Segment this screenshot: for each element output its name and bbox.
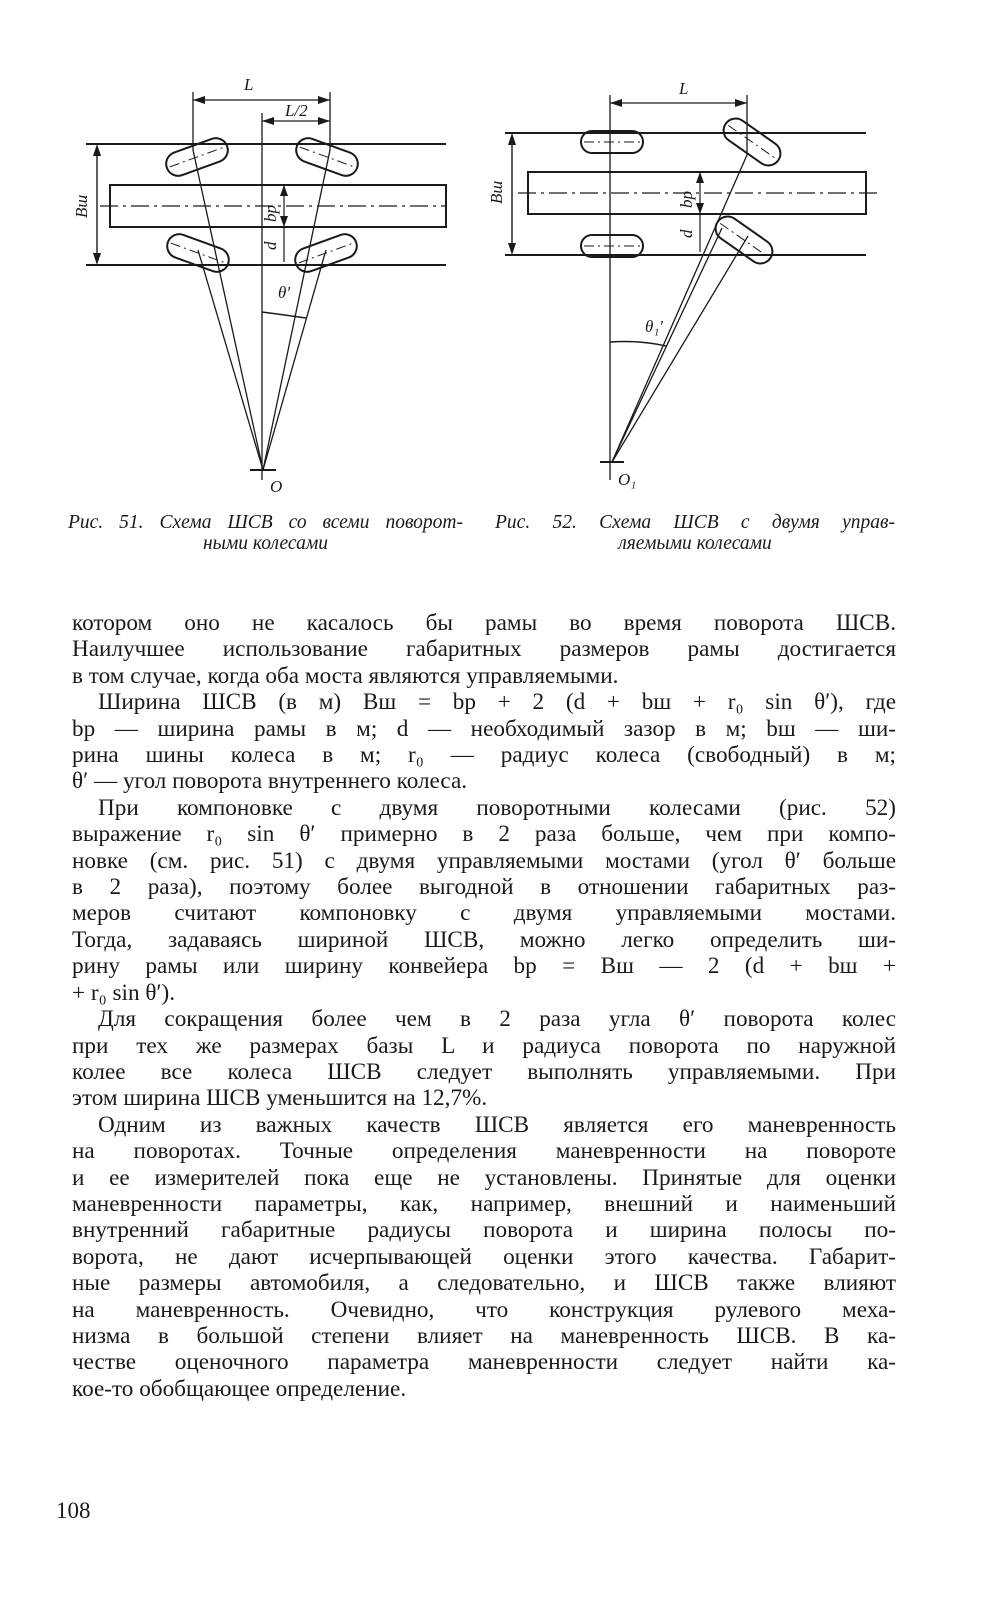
text-line: ные размеры автомобиля, а следовательно, и ШСВ также влияют [72,1270,896,1297]
text-line: этом ширина ШСВ уменьшится на 12,7%. [72,1085,488,1112]
text-line: маневренности параметры, как, например, внешний и наименьший [72,1190,896,1217]
text-line: + r₀ sin θ′). [72,979,176,1006]
caption-line: Рис. 51. Схема ШСВ со всеми поворот- [68,512,463,533]
text-line: при тех же размерах базы L и радиуса поворота по наружной [72,1032,896,1059]
text-line: котором оно не касалось бы рамы во время поворота ШСВ. [72,610,896,636]
fig52-label-d: d [677,229,696,238]
fig51-label-theta: θ' [278,283,290,302]
text-line: внутренний габаритные радиусы поворота и ширина полосы по- [72,1217,896,1244]
figure-51-diagram [72,70,470,500]
fig52-label-Bsh: Bш [487,180,506,204]
paragraph [72,1112,896,1402]
text-line: кое-то обобщающее определение. [72,1375,407,1402]
text-line: рина шины колеса в м; r₀ — радиус колеса (свободный) в м; [72,742,896,769]
fig51-label-bp: bр [261,205,280,222]
fig52-label-bp: bр [677,191,696,208]
fig51-label-d: d [261,241,280,250]
text-line: bр — ширина рамы в м; d — необходимый зазор в м; bш — ши- [72,715,896,742]
text-line: При компоновке с двумя поворотными колесами (рис. 52) [98,794,896,821]
text-line: на поворотах. Точные определения маневренности на повороте [72,1138,896,1165]
fig51-label-O: O [270,477,283,496]
text-line: честве оценочного параметра маневренности следует найти ка- [72,1349,896,1376]
text-line: Наилучшее использование габаритных размеров рамы достигается [72,636,896,663]
paragraph [72,795,896,1006]
text-line: выражение r₀ sin θ′ примерно в 2 раза больше, чем при компо- [72,821,896,848]
text-line: в том случае, когда оба моста являются управляемыми. [72,662,619,689]
text-line: ворота, не дают исчерпывающей оценки этого качества. Габарит- [72,1243,896,1270]
text-line: Ширина ШСВ (в м) Bш = bр + 2 (d + bш + r₀ sin θ′), где [98,689,896,716]
fig52-label-L: L [679,79,689,98]
figure-52-diagram [487,70,890,500]
text-line: Для сокращения более чем в 2 раза угла θ′ поворота колес [98,1006,896,1033]
text-line: Одним из важных качеств ШСВ является его маневренность [98,1111,896,1138]
text-line: в 2 раза), поэтому более выгодной в отношении габаритных раз- [72,874,896,901]
text-line: новке (см. рис. 51) с двумя управляемыми мостами (угол θ′ больше [72,847,896,874]
text-line: рину рамы или ширину конвейера bр = Bш — 2 (d + bш + [72,953,896,980]
fig51-label-L-half: L/2 [285,101,308,120]
caption-line: ляемыми колесами [618,533,772,554]
fig51-label-L: L [244,75,254,94]
fig52-label-O: O₁ [618,470,637,489]
text-line: и ее измерителей пока еще не установлены. Принятые для оценки [72,1164,896,1191]
text-line: Тогда, задаваясь шириной ШСВ, можно легко определить ши- [72,926,896,953]
text-line: меров считают компоновку с двумя управляемыми мостами. [72,900,896,927]
figure-52-caption [495,512,895,554]
text-line: низма в большой степени влияет на маневренность ШСВ. В ка- [72,1322,896,1349]
text-line: на маневренность. Очевидно, что конструкция рулевого меха- [72,1296,896,1323]
caption-line: ными колесами [202,533,329,554]
body-text [72,610,896,1402]
fig51-label-Bsh: Bш [72,194,91,218]
text-line: θ′ — угол поворота внутреннего колеса. [72,768,468,795]
paragraph [72,610,896,689]
fig52-label-theta: θ₁' [645,317,663,336]
text-line: колее все колеса ШСВ следует выполнять управляемыми. При [72,1058,896,1085]
paragraph [72,689,896,795]
paragraph [72,1006,896,1112]
figure-51-caption [68,512,463,554]
page-number: 108 [56,1498,91,1523]
caption-line: Рис. 52. Схема ШСВ с двумя управ- [495,512,895,533]
